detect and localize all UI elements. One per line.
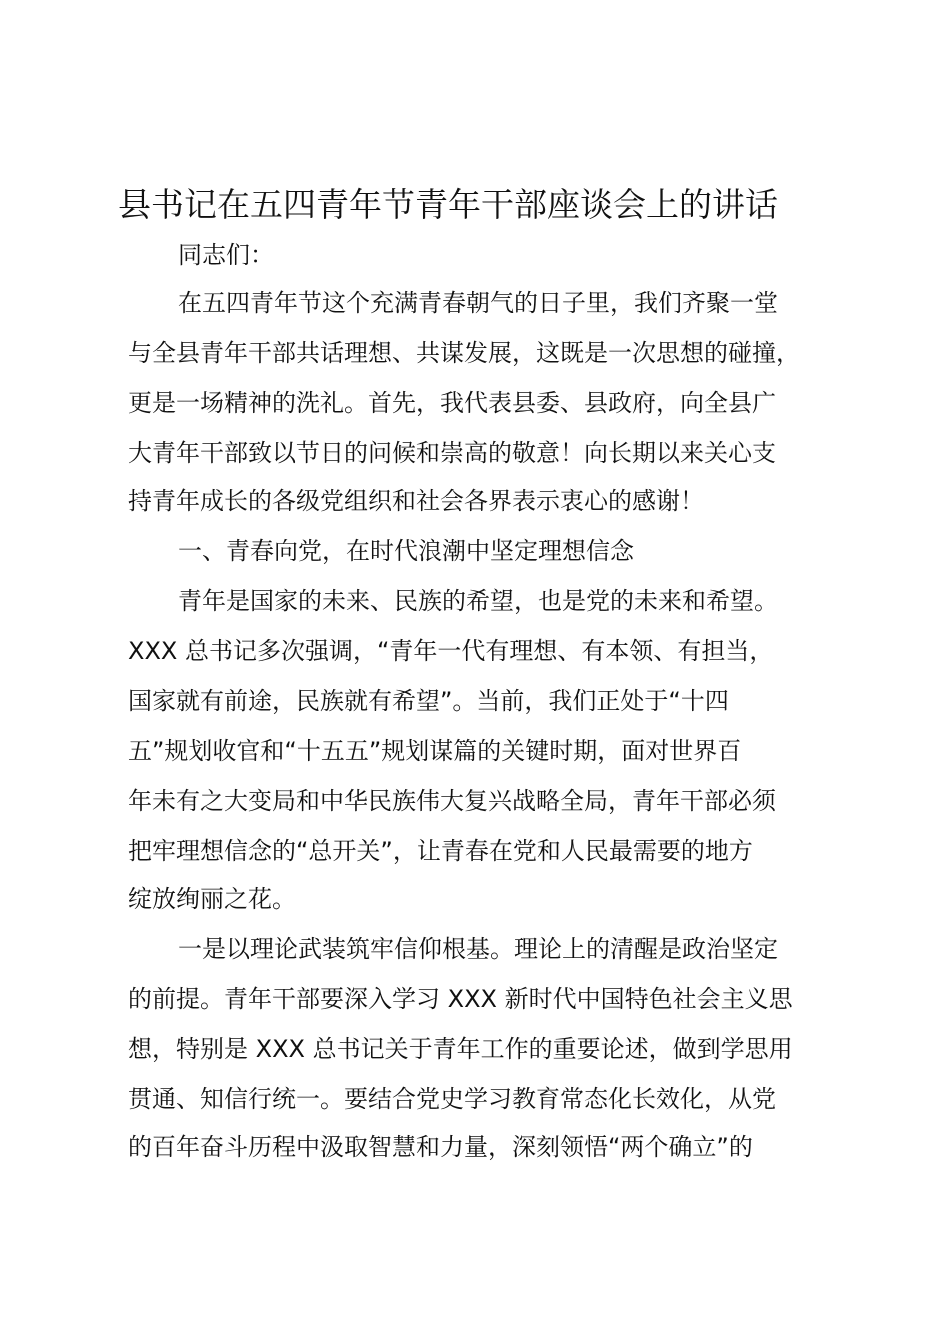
paragraph-line: 与全县青年干部共话理想、共谋发展，这既是一次思想的碰撞， [128, 339, 800, 367]
paragraph-line: 年未有之大变局和中华民族伟大复兴战略全局，青年干部必须 [128, 787, 776, 815]
paragraph-line: 把牢理想信念的“总开关”，让青春在党和人民最需要的地方 [128, 837, 753, 865]
paragraph-line: 国家就有前途，民族就有希望”。当前，我们正处于“十四 [128, 687, 729, 715]
paragraph-line: 想，特别是 XXX 总书记关于青年工作的重要论述，做到学思用 [128, 1035, 793, 1063]
salutation: 同志们： [178, 241, 274, 269]
paragraph-line: 更是一场精神的洗礼。首先，我代表县委、县政府，向全县广 [128, 389, 776, 417]
paragraph-line: 绽放绚丽之花。 [128, 885, 296, 913]
paragraph-line: 的百年奋斗历程中汲取智慧和力量，深刻领悟“两个确立”的 [128, 1133, 753, 1161]
paragraph-line: 一是以理论武装筑牢信仰根基。理论上的清醒是政治坚定 [178, 935, 778, 963]
paragraph-line: 持青年成长的各级党组织和社会各界表示衷心的感谢！ [128, 487, 704, 515]
document-title: 县书记在五四青年节青年干部座谈会上的讲话 [118, 185, 778, 224]
section-heading: 一、青春向党，在时代浪潮中坚定理想信念 [178, 537, 634, 565]
paragraph-line: 大青年干部致以节日的问候和崇高的敬意！向长期以来关心支 [128, 439, 776, 467]
paragraph-line: XXX 总书记多次强调，“青年一代有理想、有本领、有担当， [128, 637, 774, 665]
paragraph-line: 的前提。青年干部要深入学习 XXX 新时代中国特色社会主义思 [128, 985, 793, 1013]
paragraph-line: 贯通、知信行统一。要结合党史学习教育常态化长效化，从党 [128, 1085, 776, 1113]
paragraph-line: 在五四青年节这个充满青春朝气的日子里，我们齐聚一堂 [178, 289, 778, 317]
paragraph-line: 青年是国家的未来、民族的希望，也是党的未来和希望。 [178, 587, 778, 615]
paragraph-line: 五”规划收官和“十五五”规划谋篇的关键时期，面对世界百 [128, 737, 742, 765]
